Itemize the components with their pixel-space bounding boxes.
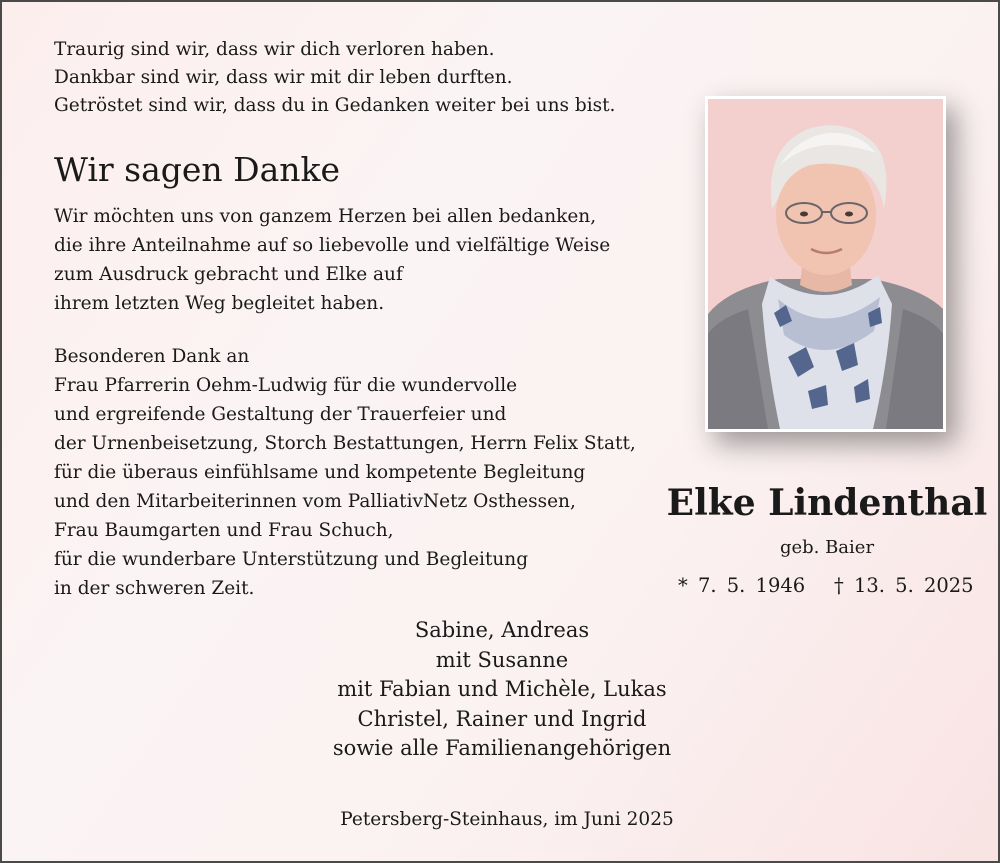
paragraph-line: Wir möchten uns von ganzem Herzen bei allen bedanken, <box>54 206 597 227</box>
birth-date: * 7. 5. 1946 <box>678 574 806 597</box>
death-date: † 13. 5. 2025 <box>834 574 974 597</box>
verse-line: Dankbar sind wir, dass wir mit dir leben durften. <box>54 67 513 88</box>
family-line: Sabine, Andreas <box>414 618 590 642</box>
thanks-paragraph <box>54 202 610 318</box>
deceased-name: Elke Lindenthal <box>666 482 988 524</box>
paragraph-line: Besonderen Dank an <box>54 346 250 367</box>
paragraph-line: Frau Baumgarten und Frau Schuch, <box>54 520 394 541</box>
place-and-date: Petersberg-Steinhaus, im Juni 2025 <box>340 809 674 830</box>
paragraph-line: der Urnenbeisetzung, Storch Bestattungen, Herrn Felix Statt, <box>54 433 636 454</box>
paragraph-line: Frau Pfarrerin Oehm-Ludwig für die wundervolle <box>54 375 518 396</box>
verse-line: Traurig sind wir, dass wir dich verloren haben. <box>54 39 495 60</box>
verse-line: Getröstet sind wir, dass du in Gedanken weiter bei uns bist. <box>54 95 616 116</box>
maiden-name: geb. Baier <box>779 537 875 558</box>
family-line: mit Fabian und Michèle, Lukas <box>337 677 667 701</box>
family-line: mit Susanne <box>435 647 569 672</box>
family-signatures <box>252 616 752 764</box>
portrait-photo <box>708 99 943 429</box>
paragraph-line: ihrem letzten Weg begleitet haben. <box>54 293 385 314</box>
paragraph-line: und ergreifende Gestaltung der Trauerfeier und <box>54 404 507 425</box>
memorial-verse <box>54 36 615 120</box>
paragraph-line: in der schweren Zeit. <box>54 578 255 599</box>
thanks-heading: Wir sagen Danke <box>54 150 341 189</box>
family-line: Christel, Rainer und Ingrid <box>357 706 647 731</box>
family-line: sowie alle Familienangehörigen <box>332 736 672 760</box>
portrait-photo-frame <box>705 96 946 432</box>
paragraph-line: zum Ausdruck gebracht und Elke auf <box>54 264 403 285</box>
paragraph-line: für die überaus einfühlsame und kompetente Begleitung <box>54 462 586 483</box>
paragraph-line: für die wunderbare Unterstützung und Begleitung <box>54 549 529 570</box>
paragraph-line: die ihre Anteilnahme auf so liebevolle und vielfältige Weise <box>54 235 611 256</box>
paragraph-line: und den Mitarbeiterinnen vom PalliativNetz Osthessen, <box>54 491 576 512</box>
special-thanks-paragraph <box>54 342 636 603</box>
